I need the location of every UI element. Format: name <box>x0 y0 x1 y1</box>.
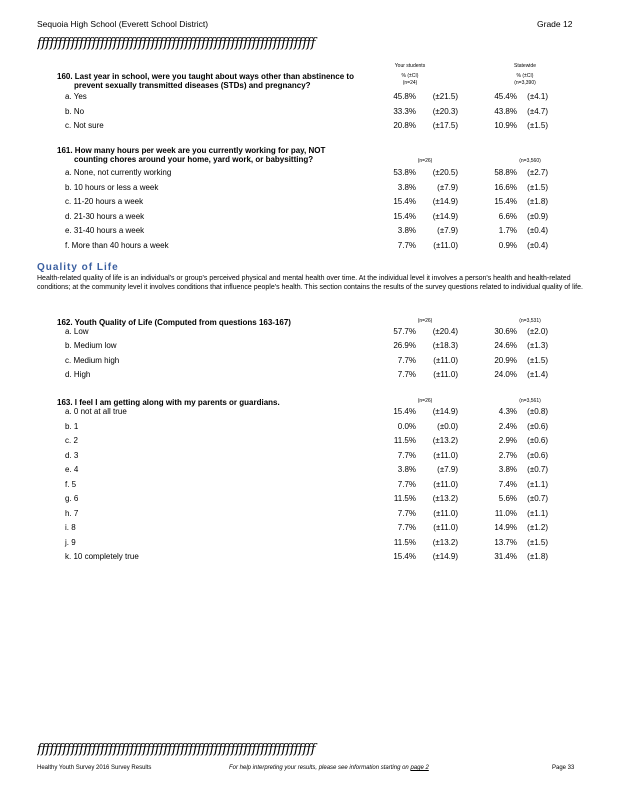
statewide-ci: (±1.5) <box>527 182 548 192</box>
option-label: a. Yes <box>65 92 87 101</box>
option-label: d. 3 <box>65 450 79 460</box>
option-label: f. More than 40 hours a week <box>65 240 169 250</box>
option-label: b. No <box>65 106 85 116</box>
q163-n-statewide: (n=3,561) <box>519 398 541 404</box>
statewide-percent: 24.6% <box>494 341 517 351</box>
q162-text-line1: 162. Youth Quality of Life (Computed from questions 163-167) <box>57 318 291 327</box>
option-label: c. Not sure <box>65 121 104 130</box>
option-label: a. 0 not at all true <box>65 407 127 416</box>
your-percent: 53.8% <box>393 168 416 177</box>
statewide-percent: 3.8% <box>498 465 517 474</box>
option-label: c. 2 <box>65 436 78 445</box>
statewide-ci: (±1.5) <box>527 355 548 365</box>
your-ci: (±14.9) <box>432 407 458 416</box>
your-percent: 11.5% <box>393 537 416 547</box>
statewide-percent: 20.9% <box>494 355 517 365</box>
q161-text-line1: 161. How many hours per week are you currently working for pay, NOT <box>57 146 326 155</box>
option-label: c. 11-20 hours a week <box>65 197 144 206</box>
your-percent: 3.8% <box>397 465 416 474</box>
your-ci: (±13.2) <box>432 494 458 503</box>
option-label: a. Low <box>65 327 89 336</box>
statewide-ci: (±2.7) <box>527 168 548 177</box>
your-percent: 20.8% <box>393 121 416 130</box>
option-label: e. 4 <box>65 465 79 474</box>
statewide-percent: 11.0% <box>494 508 517 518</box>
statewide-percent: 58.8% <box>494 168 517 177</box>
statewide-percent: 43.8% <box>494 106 517 116</box>
your-percent: 7.7% <box>397 450 416 460</box>
your-ci: (±14.9) <box>432 552 458 561</box>
statewide-ci: (±1.1) <box>527 508 548 518</box>
your-percent: 11.5% <box>393 494 416 503</box>
q160-text-line1: 160. Last year in school, were you taught about ways other than abstinence to <box>57 72 354 81</box>
statewide-ci: (±0.7) <box>527 465 548 474</box>
footer-help <box>229 765 429 771</box>
option-label: b. 1 <box>65 421 79 431</box>
statewide-ci: (±0.4) <box>527 240 548 250</box>
statewide-ci: (±1.8) <box>527 552 548 561</box>
your-ci: (±21.5) <box>432 92 458 101</box>
your-percent: 7.7% <box>397 240 416 250</box>
your-percent: 33.3% <box>393 106 416 116</box>
q161-n-statewide: (n=3,560) <box>519 158 541 164</box>
footer-help-text: For help interpreting your results, please see information starting on <box>229 765 409 771</box>
col-statewide-sub: % (±CI) <box>516 73 534 79</box>
statewide-percent: 5.6% <box>498 494 517 503</box>
statewide-ci: (±0.6) <box>527 421 548 431</box>
statewide-ci: (±1.2) <box>527 523 548 532</box>
statewide-ci: (±0.8) <box>527 407 548 416</box>
col-your-students-head: Your students <box>394 63 426 69</box>
option-label: f. 5 <box>65 479 77 489</box>
your-ci: (±20.4) <box>432 327 458 336</box>
option-label: d. High <box>65 369 91 379</box>
statewide-percent: 24.0% <box>494 369 517 379</box>
option-label: b. 10 hours or less a week <box>65 182 159 192</box>
your-percent: 7.7% <box>397 523 416 532</box>
your-ci: (±20.3) <box>432 106 458 116</box>
bottom-decorative-rule: ffffffffffffffffffffffffffffffffffffffffffffffffffffffffffffffffff <box>37 742 315 757</box>
statewide-ci: (±0.9) <box>527 211 548 221</box>
option-label: b. Medium low <box>65 341 117 351</box>
statewide-ci: (±1.4) <box>527 369 548 379</box>
q162-n-statewide: (n=3,531) <box>519 318 541 324</box>
statewide-percent: 6.6% <box>498 211 517 221</box>
your-ci: (±14.9) <box>432 197 458 206</box>
statewide-percent: 7.4% <box>498 479 517 489</box>
statewide-ci: (±1.5) <box>527 537 548 547</box>
your-percent: 0.0% <box>397 421 416 431</box>
your-ci: (±11.0) <box>433 508 458 518</box>
footer-left: Healthy Youth Survey 2016 Survey Results <box>37 765 152 771</box>
your-ci: (±11.0) <box>433 355 458 365</box>
footer-page-number: Page 33 <box>552 765 575 771</box>
option-label: c. Medium high <box>65 355 120 365</box>
statewide-ci: (±1.8) <box>527 197 548 206</box>
school-name: Sequoia High School (Everett School District) <box>37 19 209 29</box>
option-label: a. None, not currently working <box>65 168 172 177</box>
statewide-ci: (±0.6) <box>527 436 548 445</box>
q163-n-your: (n=26) <box>417 398 433 404</box>
statewide-ci: (±4.7) <box>527 106 548 116</box>
statewide-percent: 13.7% <box>494 537 517 547</box>
your-percent: 26.9% <box>393 341 416 351</box>
your-ci: (±11.0) <box>433 523 458 532</box>
statewide-ci: (±0.4) <box>527 226 548 235</box>
statewide-ci: (±1.1) <box>527 479 548 489</box>
q161-text-line2: counting chores around your home, yard work, or babysitting? <box>74 155 314 164</box>
statewide-percent: 45.4% <box>494 92 517 101</box>
col-statewide-n: (n=3,390) <box>514 80 536 86</box>
statewide-percent: 2.4% <box>498 421 517 431</box>
footer-page-link[interactable]: page 2 <box>410 765 429 771</box>
option-label: j. 9 <box>65 537 76 547</box>
your-percent: 15.4% <box>393 552 416 561</box>
option-label: g. 6 <box>65 494 79 503</box>
option-label: i. 8 <box>65 523 76 532</box>
your-percent: 57.7% <box>393 327 416 336</box>
your-percent: 7.7% <box>397 479 416 489</box>
statewide-percent: 2.9% <box>498 436 517 445</box>
grade-label: Grade 12 <box>537 19 573 29</box>
statewide-ci: (±2.0) <box>527 327 548 336</box>
your-ci: (±11.0) <box>433 369 458 379</box>
statewide-percent: 15.4% <box>494 197 517 206</box>
q163-text-line1: 163. I feel I am getting along with my parents or guardians. <box>57 398 280 407</box>
your-percent: 11.5% <box>393 436 416 445</box>
your-ci: (±18.3) <box>432 341 458 351</box>
option-label: e. 31-40 hours a week <box>65 226 145 235</box>
section-description: Health-related quality of life is an individual's or group's perceived physical and mental health over time. At the individual level it involves a person's health and health-related conditions; at the community level it involves conditions that influence people's health. This section contains the results of the survey questions related to individual quality of life. <box>37 275 583 291</box>
statewide-ci: (±1.3) <box>527 341 548 351</box>
col-your-students-sub: % (±CI) <box>401 73 419 79</box>
your-percent: 3.8% <box>397 182 416 192</box>
statewide-percent: 16.6% <box>494 182 517 192</box>
statewide-percent: 2.7% <box>498 450 517 460</box>
statewide-percent: 1.7% <box>498 226 517 235</box>
top-decorative-rule: ffffffffffffffffffffffffffffffffffffffffffffffffffffffffffffffffff <box>37 36 315 51</box>
statewide-percent: 14.9% <box>494 523 517 532</box>
statewide-ci: (±1.5) <box>527 121 548 130</box>
your-ci: (±13.2) <box>432 537 458 547</box>
statewide-ci: (±0.6) <box>527 450 548 460</box>
your-ci: (±13.2) <box>432 436 458 445</box>
your-ci: (±7.9) <box>437 465 458 474</box>
your-percent: 45.8% <box>393 92 416 101</box>
your-ci: (±0.0) <box>437 421 458 431</box>
q161-n-your: (n=26) <box>417 158 433 164</box>
statewide-ci: (±4.1) <box>527 92 548 101</box>
col-your-students-n: (n=24) <box>402 80 418 86</box>
section-title: Quality of Life <box>37 262 119 273</box>
your-percent: 15.4% <box>393 407 416 416</box>
your-percent: 7.7% <box>397 369 416 379</box>
your-percent: 3.8% <box>397 226 416 235</box>
option-label: d. 21-30 hours a week <box>65 211 145 221</box>
your-ci: (±7.9) <box>437 226 458 235</box>
your-ci: (±17.5) <box>432 121 458 130</box>
your-percent: 15.4% <box>393 197 416 206</box>
statewide-percent: 4.3% <box>498 407 517 416</box>
your-ci: (±11.0) <box>433 240 458 250</box>
your-ci: (±14.9) <box>432 211 458 221</box>
your-ci: (±11.0) <box>433 479 458 489</box>
your-ci: (±11.0) <box>433 450 458 460</box>
option-label: k. 10 completely true <box>65 552 139 561</box>
col-statewide-head: Statewide <box>514 63 536 69</box>
your-percent: 15.4% <box>393 211 416 221</box>
q162-n-your: (n=26) <box>417 318 433 324</box>
statewide-percent: 31.4% <box>494 552 517 561</box>
statewide-ci: (±0.7) <box>527 494 548 503</box>
your-ci: (±20.5) <box>432 168 458 177</box>
your-percent: 7.7% <box>397 355 416 365</box>
statewide-percent: 30.6% <box>494 327 517 336</box>
q160-text-line2: prevent sexually transmitted diseases (STDs) and pregnancy? <box>74 81 311 90</box>
your-ci: (±7.9) <box>437 182 458 192</box>
statewide-percent: 0.9% <box>498 240 517 250</box>
option-label: h. 7 <box>65 508 79 518</box>
statewide-percent: 10.9% <box>494 121 517 130</box>
your-percent: 7.7% <box>397 508 416 518</box>
